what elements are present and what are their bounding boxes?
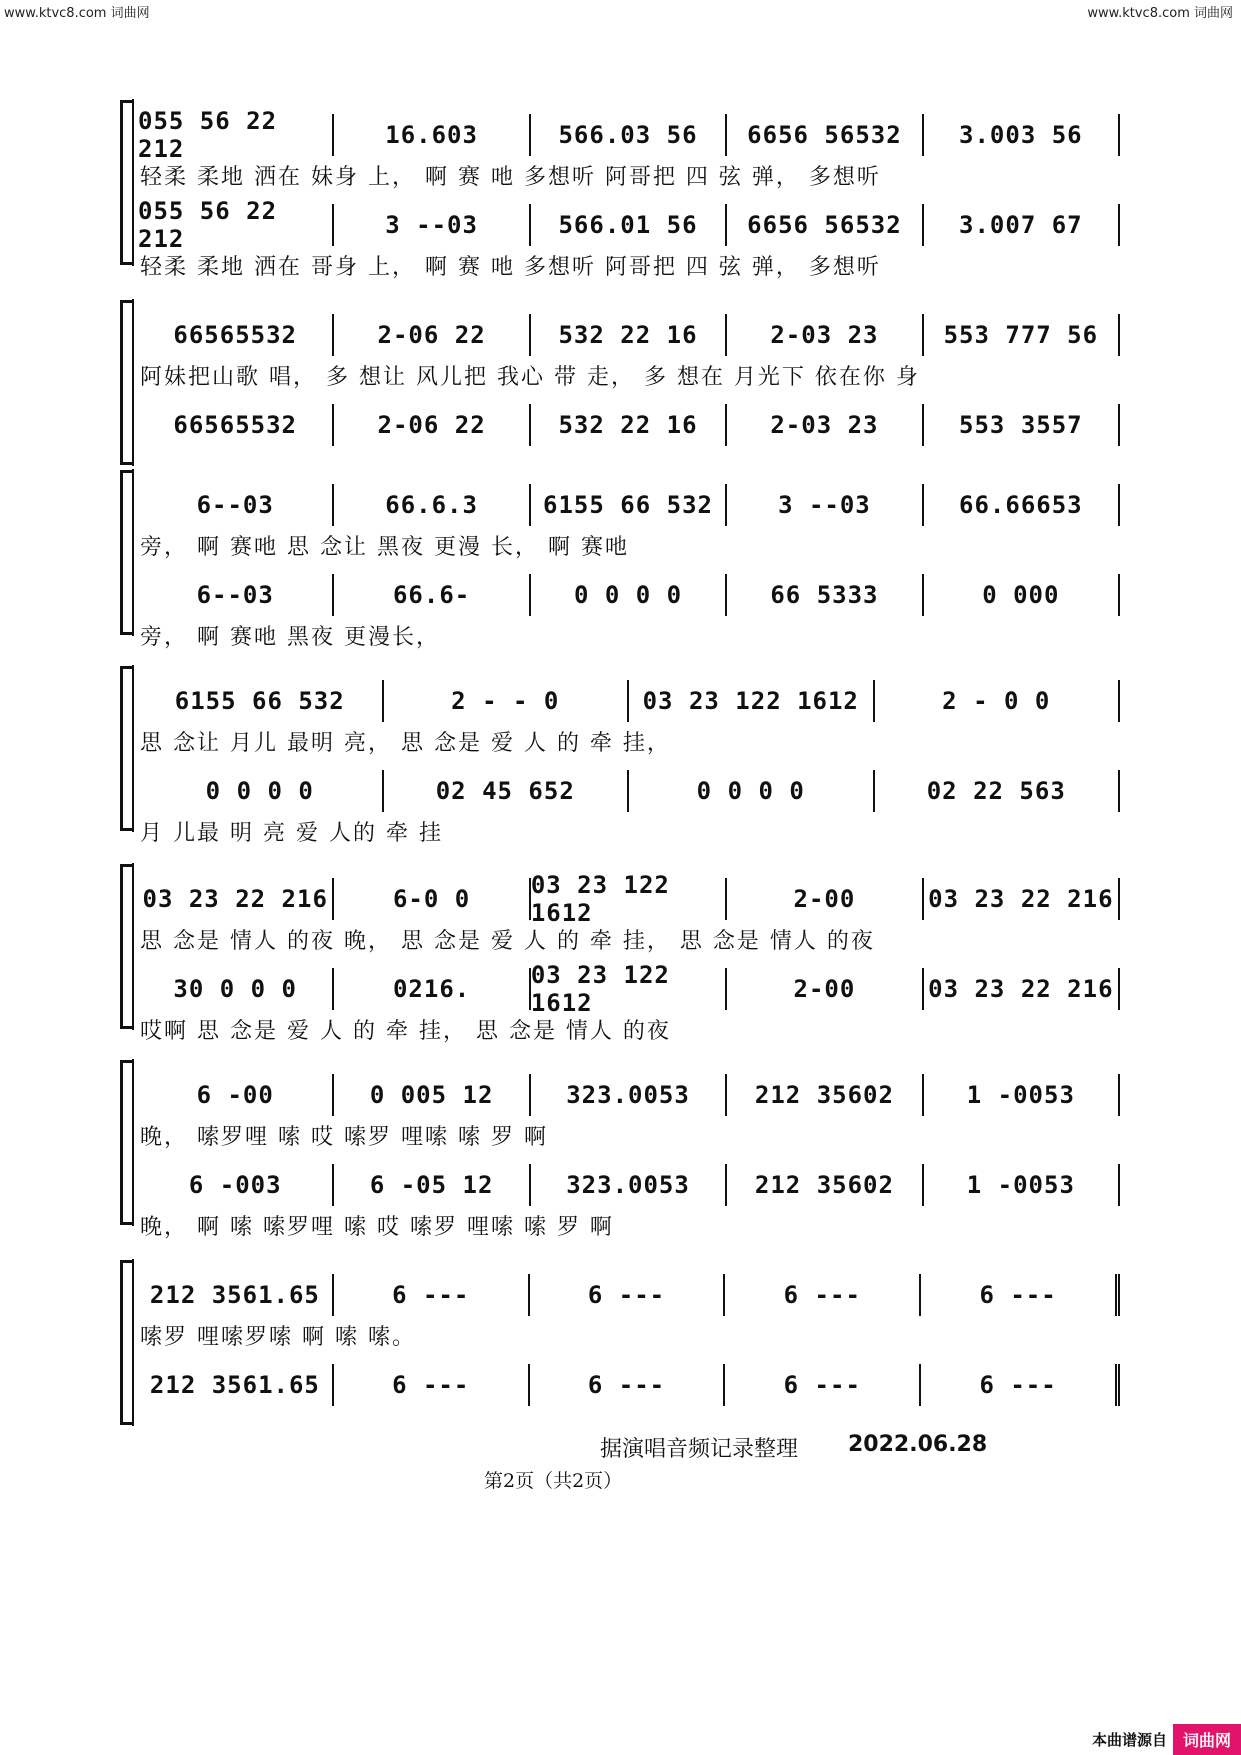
score-system xyxy=(120,1260,1120,1425)
measure: 323.0053 xyxy=(531,1074,727,1116)
measure: 66.66653 xyxy=(924,484,1120,526)
measure: 553 3557 xyxy=(924,404,1120,446)
measure: 66.6- xyxy=(334,574,530,616)
measure: 6 --- xyxy=(921,1274,1120,1316)
measure: 6 -00 xyxy=(138,1074,334,1116)
score-system xyxy=(120,300,1120,465)
measure: 6--03 xyxy=(138,484,334,526)
measure: 2 - - 0 xyxy=(384,680,630,722)
measure: 02 22 563 xyxy=(875,770,1121,812)
page-number: 第2页（共2页） xyxy=(484,1470,623,1492)
measure: 323.0053 xyxy=(531,1164,727,1206)
measure: 0 000 xyxy=(924,574,1120,616)
measure: 03 23 22 216 xyxy=(924,968,1120,1010)
measure: 0 0 0 0 xyxy=(531,574,727,616)
measure: 6 --- xyxy=(530,1364,726,1406)
voice-1-staff xyxy=(138,314,1120,356)
measure: 553 777 56 xyxy=(924,314,1120,356)
voice-1-staff xyxy=(138,1274,1120,1316)
measure: 66565532 xyxy=(138,404,334,446)
measure: 03 23 122 1612 xyxy=(531,878,727,920)
measure: 2-03 23 xyxy=(727,404,923,446)
brand-source-label: 本曲谱源自 xyxy=(1091,1730,1167,1749)
measure: 2-06 22 xyxy=(334,314,530,356)
measure: 3.003 56 xyxy=(924,114,1120,156)
system-brace xyxy=(120,300,133,465)
measure: 566.03 56 xyxy=(531,114,727,156)
measure: 055 56 22 212 xyxy=(138,114,334,156)
system-brace xyxy=(120,470,133,635)
measure: 3 --03 xyxy=(334,204,530,246)
brand-logo[interactable]: 词曲网 xyxy=(1173,1724,1241,1755)
measure: 6 -003 xyxy=(138,1164,334,1206)
measure: 212 35602 xyxy=(727,1164,923,1206)
measure: 6 -05 12 xyxy=(334,1164,530,1206)
voice-2-staff xyxy=(138,961,1120,1017)
measure: 66 5333 xyxy=(727,574,923,616)
measure: 03 23 122 1612 xyxy=(629,680,875,722)
measure: 3.007 67 xyxy=(924,204,1120,246)
lyric-line: 哎啊 思 念是 爱 人 的 牵 挂， 思 念是 情人 的夜 xyxy=(140,1019,671,1044)
voice-1-staff xyxy=(138,871,1120,927)
measure: 6 --- xyxy=(334,1274,530,1316)
measure: 6-0 0 xyxy=(334,878,530,920)
transcription-note: 据演唱音频记录整理 xyxy=(600,1437,799,1462)
measure: 03 23 122 1612 xyxy=(531,968,727,1010)
score-system xyxy=(120,100,1120,280)
brand-footer[interactable] xyxy=(1092,1724,1241,1754)
score-system xyxy=(120,1060,1120,1240)
measure: 3 --03 xyxy=(727,484,923,526)
measure: 66.6.3 xyxy=(334,484,530,526)
voice-1-staff xyxy=(138,484,1120,526)
measure: 2 - 0 0 xyxy=(875,680,1121,722)
system-brace xyxy=(120,100,133,265)
measure: 2-03 23 xyxy=(727,314,923,356)
voice-2-staff xyxy=(138,197,1120,253)
transcription-date: 2022.06.28 xyxy=(848,1432,988,1457)
lyric-line: 思 念让 月儿 最明 亮， 思 念是 爱 人 的 牵 挂， xyxy=(140,731,671,756)
lyric-line: 阿妹把山歌 唱， 多 想让 风儿把 我心 带 走， 多 想在 月光下 依在你 身 xyxy=(140,365,920,390)
system-brace xyxy=(120,666,133,831)
site-header-left[interactable]: www.ktvc8.com 词曲网 xyxy=(4,6,150,21)
measure: 0 005 12 xyxy=(334,1074,530,1116)
measure: 0216. xyxy=(334,968,530,1010)
measure: 03 23 22 216 xyxy=(138,878,334,920)
voice-2-staff xyxy=(138,1164,1120,1206)
measure: 6 --- xyxy=(921,1364,1120,1406)
measure: 66565532 xyxy=(138,314,334,356)
measure: 532 22 16 xyxy=(531,404,727,446)
measure: 6155 66 532 xyxy=(138,680,384,722)
voice-2-staff xyxy=(138,404,1120,446)
measure: 566.01 56 xyxy=(531,204,727,246)
measure: 1 -0053 xyxy=(924,1164,1120,1206)
measure: 03 23 22 216 xyxy=(924,878,1120,920)
measure: 2-00 xyxy=(727,878,923,920)
measure: 6155 66 532 xyxy=(531,484,727,526)
measure: 6 --- xyxy=(530,1274,726,1316)
measure: 6--03 xyxy=(138,574,334,616)
measure: 055 56 22 212 xyxy=(138,204,334,246)
measure: 02 45 652 xyxy=(384,770,630,812)
voice-1-staff xyxy=(138,680,1120,722)
measure: 6656 56532 xyxy=(727,204,923,246)
measure: 2-06 22 xyxy=(334,404,530,446)
lyric-line: 月 儿最 明 亮 爱 人的 牵 挂 xyxy=(140,821,443,846)
measure: 0 0 0 0 xyxy=(629,770,875,812)
voice-1-staff xyxy=(138,1074,1120,1116)
measure: 212 3561.65 xyxy=(138,1274,334,1316)
measure: 0 0 0 0 xyxy=(138,770,384,812)
system-brace xyxy=(120,864,133,1029)
lyric-line: 轻柔 柔地 洒在 妹身 上， 啊 赛 吔 多想听 阿哥把 四 弦 弹， 多想听 xyxy=(140,165,881,190)
system-brace xyxy=(120,1260,133,1425)
system-brace xyxy=(120,1060,133,1225)
measure: 6 --- xyxy=(725,1364,921,1406)
lyric-line: 思 念是 情人 的夜 晚， 思 念是 爱 人 的 牵 挂， 思 念是 情人 的夜 xyxy=(140,929,875,954)
lyric-line: 晚， 嗦罗哩 嗦 哎 嗦罗 哩嗦 嗦 罗 啊 xyxy=(140,1125,548,1150)
measure: 212 35602 xyxy=(727,1074,923,1116)
measure: 30 0 0 0 xyxy=(138,968,334,1010)
measure: 532 22 16 xyxy=(531,314,727,356)
measure: 6656 56532 xyxy=(727,114,923,156)
lyric-line: 旁， 啊 赛吔 思 念让 黑夜 更漫 长， 啊 赛吔 xyxy=(140,535,629,560)
voice-1-staff xyxy=(138,107,1120,163)
measure: 2-00 xyxy=(727,968,923,1010)
lyric-line: 嗦罗 哩嗦罗嗦 啊 嗦 嗦。 xyxy=(140,1325,416,1350)
score-system xyxy=(120,470,1120,650)
measure: 6 --- xyxy=(725,1274,921,1316)
measure: 1 -0053 xyxy=(924,1074,1120,1116)
voice-2-staff xyxy=(138,574,1120,616)
lyric-line: 旁， 啊 赛吔 黑夜 更漫长， xyxy=(140,625,440,650)
voice-2-staff xyxy=(138,1364,1120,1406)
measure: 212 3561.65 xyxy=(138,1364,334,1406)
measure: 6 --- xyxy=(334,1364,530,1406)
score-system xyxy=(120,864,1120,1044)
measure: 16.603 xyxy=(334,114,530,156)
lyric-line: 轻柔 柔地 洒在 哥身 上， 啊 赛 吔 多想听 阿哥把 四 弦 弹， 多想听 xyxy=(140,255,881,280)
site-header-right[interactable]: www.ktvc8.com 词曲网 xyxy=(1087,6,1233,21)
voice-2-staff xyxy=(138,770,1120,812)
score-system xyxy=(120,666,1120,846)
lyric-line: 晚， 啊 嗦 嗦罗哩 嗦 哎 嗦罗 哩嗦 嗦 罗 啊 xyxy=(140,1215,614,1240)
